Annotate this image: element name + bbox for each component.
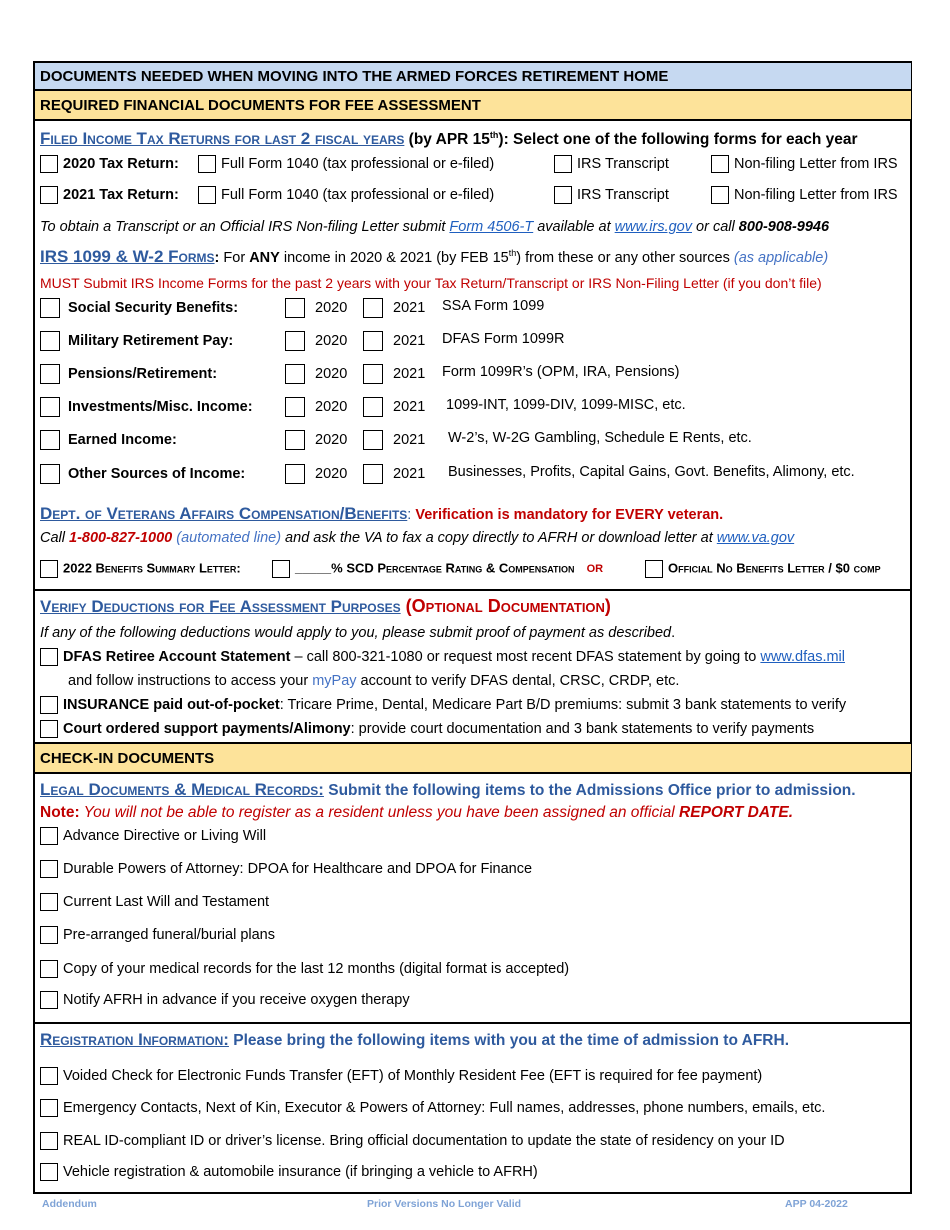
income-year-2021: 2021 (363, 298, 425, 318)
registration-item: Vehicle registration & automobile insurance (if bringing a vehicle to AFRH) (40, 1163, 538, 1181)
year-2021-checkbox[interactable] (363, 298, 383, 318)
year-2021-checkbox[interactable] (363, 364, 383, 384)
footer-code: APP 04-2022 (785, 1198, 848, 1210)
income-year-2020: 2020 (285, 464, 347, 484)
divider (35, 1022, 911, 1024)
registration-item: REAL ID-compliant ID or driver’s license. Bring official documentation to update the state of residency on your ID (40, 1132, 785, 1150)
checkin-checkbox[interactable] (40, 893, 58, 911)
footer-versions: Prior Versions No Longer Valid (367, 1198, 522, 1210)
income-checkbox[interactable] (40, 397, 60, 417)
income-form-desc: DFAS Form 1099R (442, 331, 565, 347)
income-checkbox[interactable] (40, 464, 60, 484)
year-2021-checkbox[interactable] (363, 331, 383, 351)
checkin-item: Durable Powers of Attorney: DPOA for Healthcare and DPOA for Finance (40, 860, 532, 878)
deduction-court: Court ordered support payments/Alimony: provide court documentation and 3 bank statements to verify payments (40, 720, 814, 738)
legal-note: Note: You will not be able to register as a resident unless you have been assigned an official REPORT DATE. (40, 804, 794, 821)
year-2020-checkbox[interactable] (285, 298, 305, 318)
income-checkbox[interactable] (40, 331, 60, 351)
checkin-item: Advance Directive or Living Will (40, 827, 266, 845)
page-title: DOCUMENTS NEEDED WHEN MOVING INTO THE ARMED FORCES RETIREMENT HOME (35, 63, 911, 91)
income-year-2021: 2021 (363, 464, 425, 484)
checkin-checkbox[interactable] (40, 960, 58, 978)
checkin-item: Notify AFRH in advance if you receive oxygen therapy (40, 991, 410, 1009)
deduction-dfas-cont: and follow instructions to access your myPay account to verify DFAS dental, CRSC, CRDP, etc. (68, 673, 680, 689)
deduction-dfas: DFAS Retiree Account Statement – call 800-321-1080 or request most recent DFAS statement by going to www.dfas.mil (40, 648, 845, 666)
income-year-2020: 2020 (285, 397, 347, 417)
mypay-link[interactable]: myPay (312, 673, 357, 689)
tax-2021-checkbox[interactable] (40, 186, 58, 204)
checkin-checkbox[interactable] (40, 827, 58, 845)
va-title: Dept. of Veterans Affairs Compensation/Benefits: Verification is mandatory for EVERY veteran. (40, 504, 724, 523)
checkin-checkbox[interactable] (40, 926, 58, 944)
divider (35, 589, 911, 591)
checkin-checkbox[interactable] (40, 860, 58, 878)
va-nobenefits-checkbox[interactable] (645, 560, 663, 578)
year-2021-checkbox[interactable] (363, 397, 383, 417)
footer-addendum: Addendum (42, 1198, 97, 1210)
registration-checkbox[interactable] (40, 1132, 58, 1150)
va-option-scd: _____% SCD Percentage Rating & Compensation OR (272, 560, 603, 578)
court-checkbox[interactable] (40, 720, 58, 738)
income-row-label: Earned Income: (40, 430, 177, 450)
legal-title: Legal Documents & Medical Records: Submit the following items to the Admissions Office prior to admission. (40, 780, 856, 799)
form-4506t-link[interactable]: Form 4506-T (449, 219, 534, 235)
income-year-2020: 2020 (285, 331, 347, 351)
income-year-2020: 2020 (285, 430, 347, 450)
year-2021-checkbox[interactable] (363, 430, 383, 450)
irs-link[interactable]: www.irs.gov (614, 219, 692, 235)
registration-item: Emergency Contacts, Next of Kin, Executor & Powers of Attorney: Full names, addresses, phone numbers, emails, etc. (40, 1099, 825, 1117)
income-checkbox[interactable] (40, 430, 60, 450)
income-row-label: Social Security Benefits: (40, 298, 238, 318)
checkin-item: Copy of your medical records for the last 12 months (digital format is accepted) (40, 960, 569, 978)
deduction-insurance: INSURANCE paid out-of-pocket: Tricare Prime, Dental, Medicare Part B/D premiums: submit 3 bank statements to verify (40, 696, 846, 714)
va-summary-checkbox[interactable] (40, 560, 58, 578)
deductions-title: Verify Deductions for Fee Assessment Purposes (Optional Documentation) (40, 596, 611, 616)
registration-checkbox[interactable] (40, 1067, 58, 1085)
tax-2020-transcript-checkbox[interactable] (554, 155, 572, 173)
income-year-2021: 2021 (363, 331, 425, 351)
income-row-label: Pensions/Retirement: (40, 364, 217, 384)
forms-title: IRS 1099 & W-2 Forms: For ANY income in 2020 & 2021 (by FEB 15th) from these or any other sources (as applicable) (40, 247, 829, 266)
income-row-label: Military Retirement Pay: (40, 331, 233, 351)
income-year-2020: 2020 (285, 364, 347, 384)
year-2020-checkbox[interactable] (285, 364, 305, 384)
year-2020-checkbox[interactable] (285, 430, 305, 450)
tax-section-title: Filed Income Tax Returns for last 2 fiscal years (by APR 15th): Select one of the following forms for each year (40, 129, 858, 148)
year-2021-checkbox[interactable] (363, 464, 383, 484)
income-year-2021: 2021 (363, 364, 425, 384)
income-form-desc: Businesses, Profits, Capital Gains, Govt. Benefits, Alimony, etc. (448, 464, 855, 480)
income-form-desc: 1099-INT, 1099-DIV, 1099-MISC, etc. (446, 397, 686, 413)
registration-item: Voided Check for Electronic Funds Transfer (EFT) of Monthly Resident Fee (EFT is required for fee payment) (40, 1067, 762, 1085)
va-option-summary: 2022 Benefits Summary Letter: (40, 560, 241, 578)
forms-must-note: MUST Submit IRS Income Forms for the past 2 years with your Tax Return/Transcript or IRS Non-Filing Letter (if you don’t file) (40, 275, 822, 291)
insurance-checkbox[interactable] (40, 696, 58, 714)
checkin-item: Current Last Will and Testament (40, 893, 269, 911)
va-link[interactable]: www.va.gov (716, 530, 795, 546)
tax-2021-nonfiling-checkbox[interactable] (711, 186, 729, 204)
financial-header: REQUIRED FINANCIAL DOCUMENTS FOR FEE ASSESSMENT (35, 91, 911, 121)
income-year-2021: 2021 (363, 397, 425, 417)
tax-2020-nonfiling-checkbox[interactable] (711, 155, 729, 173)
checkin-checkbox[interactable] (40, 991, 58, 1009)
income-form-desc: Form 1099R’s (OPM, IRA, Pensions) (442, 364, 680, 380)
income-form-desc: W-2’s, W-2G Gambling, Schedule E Rents, etc. (448, 430, 752, 446)
tax-note: To obtain a Transcript or an Official IRS Non-filing Letter submit Form 4506-T available at www.irs.gov or call 800-908-9946 (40, 219, 830, 235)
registration-title: Registration Information: Please bring the following items with you at the time of admission to AFRH. (40, 1030, 789, 1049)
checkin-item: Pre-arranged funeral/burial plans (40, 926, 275, 944)
tax-2020-form1040-checkbox[interactable] (198, 155, 216, 173)
income-form-desc: SSA Form 1099 (442, 298, 545, 314)
year-2020-checkbox[interactable] (285, 397, 305, 417)
deductions-intro: If any of the following deductions would apply to you, please submit proof of payment as described. (40, 625, 676, 641)
va-option-nobenefits: Official No Benefits Letter / $0 comp (645, 560, 881, 578)
income-checkbox[interactable] (40, 298, 60, 318)
income-year-2020: 2020 (285, 298, 347, 318)
income-year-2021: 2021 (363, 430, 425, 450)
income-row-label: Other Sources of Income: (40, 464, 245, 484)
year-2020-checkbox[interactable] (285, 331, 305, 351)
dfas-link[interactable]: www.dfas.mil (760, 648, 845, 665)
dfas-checkbox[interactable] (40, 648, 58, 666)
registration-checkbox[interactable] (40, 1099, 58, 1117)
checkin-header: CHECK-IN DOCUMENTS (35, 744, 911, 774)
income-checkbox[interactable] (40, 364, 60, 384)
va-scd-checkbox[interactable] (272, 560, 290, 578)
tax-2020-checkbox[interactable] (40, 155, 58, 173)
year-2020-checkbox[interactable] (285, 464, 305, 484)
tax-2021-form1040-checkbox[interactable] (198, 186, 216, 204)
income-row-label: Investments/Misc. Income: (40, 397, 253, 417)
va-call-line: Call 1-800-827-1000 (automated line) and ask the VA to fax a copy directly to AFRH or download letter at www.va.gov (40, 530, 795, 546)
registration-checkbox[interactable] (40, 1163, 58, 1181)
tax-2021-transcript-checkbox[interactable] (554, 186, 572, 204)
